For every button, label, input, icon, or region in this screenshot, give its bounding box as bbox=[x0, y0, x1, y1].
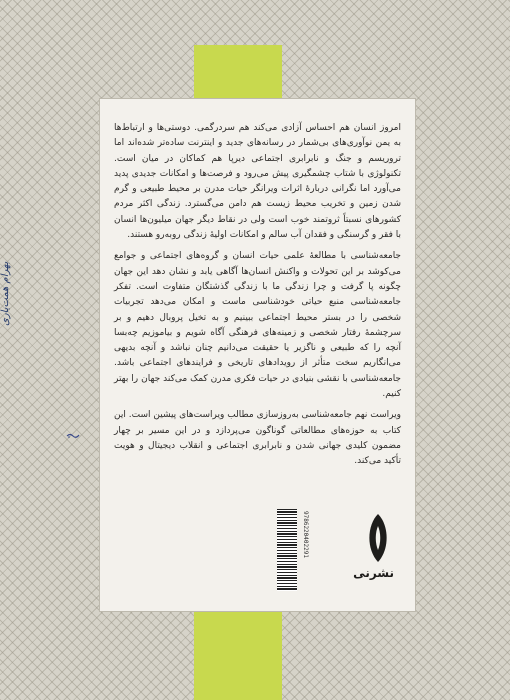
publisher-logo bbox=[353, 513, 394, 591]
cover-text bbox=[114, 121, 401, 470]
paragraph-2: جامعه‌شناسی با مطالعهٔ علمی حیات انسان و گروه‌های اجتماعی و جوامع می‌کوشد بر این تحولات و واکنش انسان‌ها آگاهی یابد و نشان دهد این جهان چگونه پا گرفت و چرا زندگی ما با زندگی گذشتگان متفاوت است. تفکر جامعه‌شناسی منبع حیاتی خودشناسی ماست و امکان می‌دهد تجربیات شخصی را در بستر محیط اجتماعی ببینیم و به تخیل پروبال دهیم و بر سرچشمهٔ رفتار شخصی و زمینه‌های فرهنگی آگاه شویم و بیاموزیم چه‌بسا آنچه را که طبیعی و ناگزیر یا حقیقت می‌دانیم چنان نباشد و آنچه بدیهی می‌انگاریم سخت متأثر از رویدادهای تاریخی و فرایندهای اجتماعی باشد. جامعه‌شناسی با نقشی بنیادی در حیات فکری مدرن کمک می‌کند جهان را بهتر کنیم. bbox=[114, 251, 401, 400]
paragraph-3: ویراست نهم جامعه‌شناسی به‌روزسازی مطالب ویراست‌های پیشین است. این کتاب به حوزه‌های مطالعاتی گوناگون می‌پردازد و در این مسیر بر چهار مضمون کلیدی جهانی شدن و نابرابری اجتماعی و انقلاب دیجیتال و هویت تأکید می‌کند. bbox=[114, 410, 401, 467]
paragraph-1: امروز انسان هم احساس آزادی می‌کند هم سردرگمی. دوستی‌ها و ارتباط‌ها به یمن نوآوری‌های بی‌شمار در رسانه‌های جدید و اینترنت ساده‌تر شده‌اند اما تروریسم و جنگ و نابرابری اجتماعی دیرپا هم کماکان در میان است. تکنولوژی با شتاب چشمگیری پیش می‌رود و فرصت‌ها و امکانات جدیدی پدید می‌آورد اما نگرانی درباره‌ٔ اثرات ویرانگر حیات مدرن بر محیط طبیعی و گرم شدن زمین و تخریب محیط زیست هم دامن می‌گسترد. زندگی اکثر مردم کشورهای نسبتاً ثروتمند خوب است ولی در نقاط دیگر جهان میلیون‌ها انسان با فقر و گرسنگی و فقدان آب سالم و امکانات اولیهٔ زندگی روبه‌رو هستند. bbox=[114, 123, 401, 241]
isbn-number: 9786220402291 bbox=[302, 511, 309, 558]
publisher-name: نشرنی bbox=[353, 566, 394, 580]
isbn-barcode bbox=[277, 509, 297, 591]
reed-leaf-icon bbox=[365, 513, 391, 563]
text-panel bbox=[99, 98, 416, 612]
handwritten-signature: بهرام همت‌یاری bbox=[0, 262, 11, 327]
ink-mark bbox=[66, 432, 80, 439]
